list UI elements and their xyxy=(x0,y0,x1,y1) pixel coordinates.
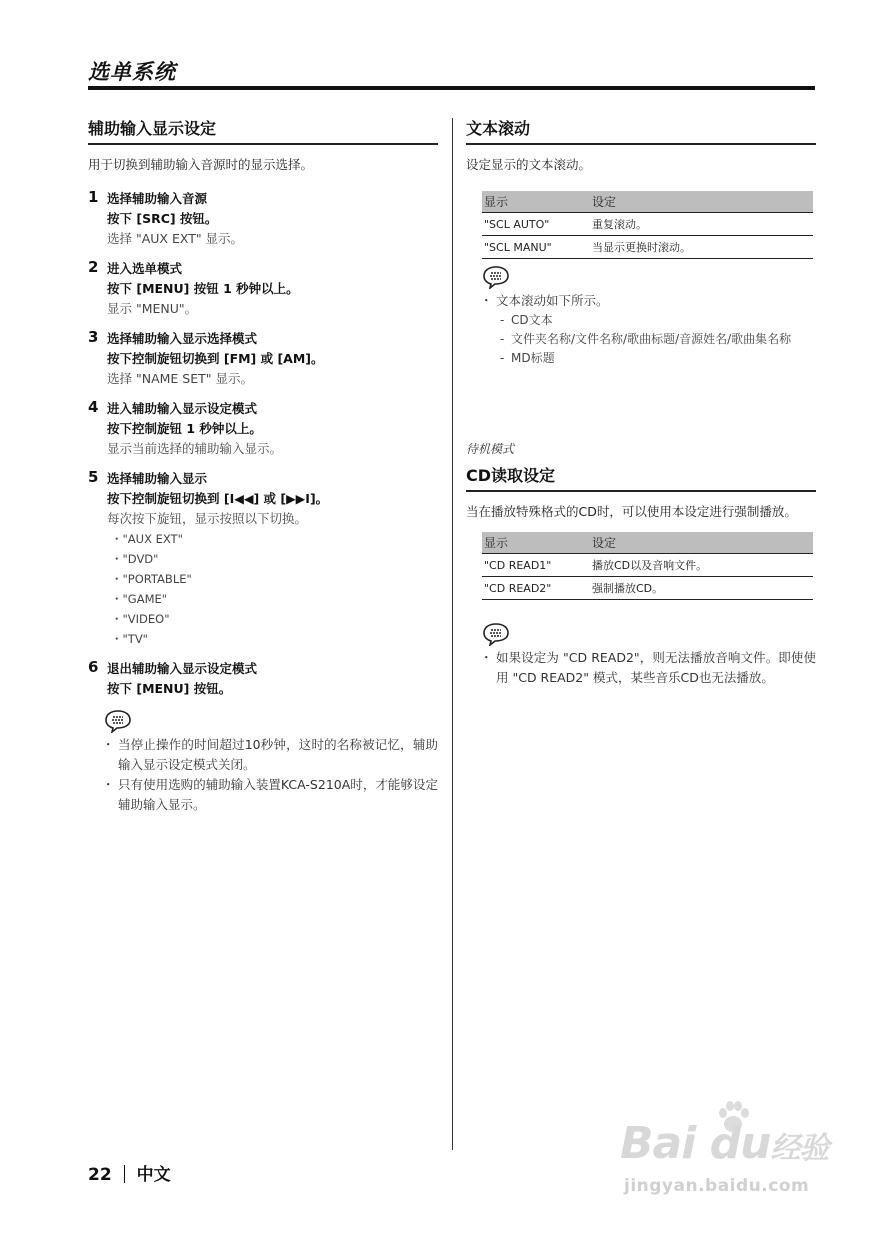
watermark-brand: Bai du xyxy=(620,1118,771,1169)
step-action: 按下 [SRC] 按钮。 xyxy=(107,211,218,226)
display-option-list xyxy=(107,529,438,649)
table-cell-setting: 当显示更换时滚动。 xyxy=(590,236,813,259)
display-option: ・ "GAME" xyxy=(107,589,438,609)
table-header-setting: 设定 xyxy=(590,191,813,213)
scroll-settings-table xyxy=(482,191,813,259)
step-1 xyxy=(88,189,438,249)
display-option: ・ "TV" xyxy=(107,629,438,649)
table-cell-setting: 强制播放CD。 xyxy=(590,577,813,600)
section-title-text-scroll: 文本滚动 xyxy=(466,116,816,145)
step-title: 选择辅助输入显示 xyxy=(107,471,208,486)
table-cell-display: "SCL MANU" xyxy=(482,236,590,259)
table-header-display: 显示 xyxy=(482,532,590,554)
column-divider xyxy=(452,118,453,1150)
note-icon xyxy=(104,709,132,733)
page-header xyxy=(88,56,815,86)
page-footer xyxy=(88,1160,171,1185)
note-icon xyxy=(482,265,510,289)
table-row xyxy=(482,213,813,236)
scroll-content-item: - CD文本 xyxy=(466,311,816,330)
table-header-display: 显示 xyxy=(482,191,590,213)
page-title: 选单系统 xyxy=(88,60,176,84)
section-desc-aux-display: 用于切换到辅助输入音源时的显示选择。 xyxy=(88,157,314,172)
watermark-url: jingyan.baidu.com xyxy=(624,1176,810,1196)
note-item: ・ 当停止操作的时间超过10秒钟，这时的名称被记忆，辅助输入显示设定模式关闭。 xyxy=(88,735,438,775)
section-desc-text-scroll: 设定显示的文本滚动。 xyxy=(466,157,592,172)
right-column xyxy=(466,116,816,688)
step-result: 选择 "AUX EXT" 显示。 xyxy=(107,231,244,246)
scroll-content-list xyxy=(466,311,816,368)
mode-label: 待机模式 xyxy=(466,442,515,456)
step-result: 显示 "MENU"。 xyxy=(107,301,198,316)
left-column xyxy=(88,116,438,815)
step-title: 选择辅助输入显示选择模式 xyxy=(107,331,258,346)
header-rule xyxy=(88,86,815,90)
footer-separator xyxy=(124,1165,125,1183)
step-action: 按下控制旋钮 1 秒钟以上。 xyxy=(107,421,262,436)
note-icon xyxy=(482,622,510,646)
step-4 xyxy=(88,399,438,459)
section-desc-cd-read: 当在播放特殊格式的CD时，可以使用本设定进行强制播放。 xyxy=(466,504,797,519)
step-number: 3 xyxy=(88,328,99,346)
table-header-row xyxy=(482,191,813,213)
display-option: ・ "DVD" xyxy=(107,549,438,569)
step-number: 4 xyxy=(88,398,99,416)
watermark-logo xyxy=(620,1118,828,1169)
step-action: 按下控制旋钮切换到 [I◀◀] 或 [▶▶I]。 xyxy=(107,491,329,506)
step-title: 进入选单模式 xyxy=(107,261,183,276)
step-number: 6 xyxy=(88,658,99,676)
step-result: 选择 "NAME SET" 显示。 xyxy=(107,371,253,386)
table-header-row xyxy=(482,532,813,554)
note-item: ・ 文本滚动如下所示。 xyxy=(466,291,816,311)
display-option: ・ "PORTABLE" xyxy=(107,569,438,589)
step-action: 按下 [MENU] 按钮。 xyxy=(107,681,232,696)
page-number: 22 xyxy=(88,1165,112,1185)
step-result: 每次按下旋钮，显示按照以下切换。 xyxy=(107,511,308,526)
step-6 xyxy=(88,659,438,699)
step-5 xyxy=(88,469,438,649)
note-list-scroll xyxy=(466,291,816,311)
scroll-content-item: - 文件夹名称/文件名称/歌曲标题/音源姓名/歌曲集名称 xyxy=(466,330,816,349)
step-list xyxy=(88,189,438,699)
watermark-brand-cn: 经验 xyxy=(770,1131,829,1166)
table-cell-display: "SCL AUTO" xyxy=(482,213,590,236)
step-number: 2 xyxy=(88,258,99,276)
step-title: 进入辅助输入显示设定模式 xyxy=(107,401,258,416)
table-cell-setting: 播放CD以及音响文件。 xyxy=(590,554,813,577)
cd-read-settings-table xyxy=(482,532,813,600)
step-title: 选择辅助输入音源 xyxy=(107,191,208,206)
step-action: 按下控制旋钮切换到 [FM] 或 [AM]。 xyxy=(107,351,324,366)
scroll-content-item: - MD标题 xyxy=(466,349,816,368)
table-row xyxy=(482,577,813,600)
note-list-aux xyxy=(88,735,438,815)
step-result: 显示当前选择的辅助输入显示。 xyxy=(107,441,283,456)
note-item: ・ 如果设定为 "CD READ2"，则无法播放音响文件。即使使用 "CD READ2" 模式，某些音乐CD也无法播放。 xyxy=(466,648,816,688)
baidu-watermark xyxy=(620,1100,829,1210)
table-header-setting: 设定 xyxy=(590,532,813,554)
step-number: 1 xyxy=(88,188,99,206)
step-action: 按下 [MENU] 按钮 1 秒钟以上。 xyxy=(107,281,299,296)
table-cell-display: "CD READ1" xyxy=(482,554,590,577)
step-title: 退出辅助输入显示设定模式 xyxy=(107,661,258,676)
note-item: ・ 只有使用选购的辅助输入装置KCA-S210A时，才能够设定辅助输入显示。 xyxy=(88,775,438,815)
step-2 xyxy=(88,259,438,319)
section-title-cd-read: CD读取设定 xyxy=(466,463,816,492)
table-cell-setting: 重复滚动。 xyxy=(590,213,813,236)
section-title-aux-display: 辅助输入显示设定 xyxy=(88,116,438,145)
display-option: ・ "AUX EXT" xyxy=(107,529,438,549)
page-language: 中文 xyxy=(136,1165,171,1185)
display-option: ・ "VIDEO" xyxy=(107,609,438,629)
note-list-cd-read xyxy=(466,648,816,688)
table-cell-display: "CD READ2" xyxy=(482,577,590,600)
table-row xyxy=(482,554,813,577)
table-row xyxy=(482,236,813,259)
step-3 xyxy=(88,329,438,389)
step-number: 5 xyxy=(88,468,99,486)
